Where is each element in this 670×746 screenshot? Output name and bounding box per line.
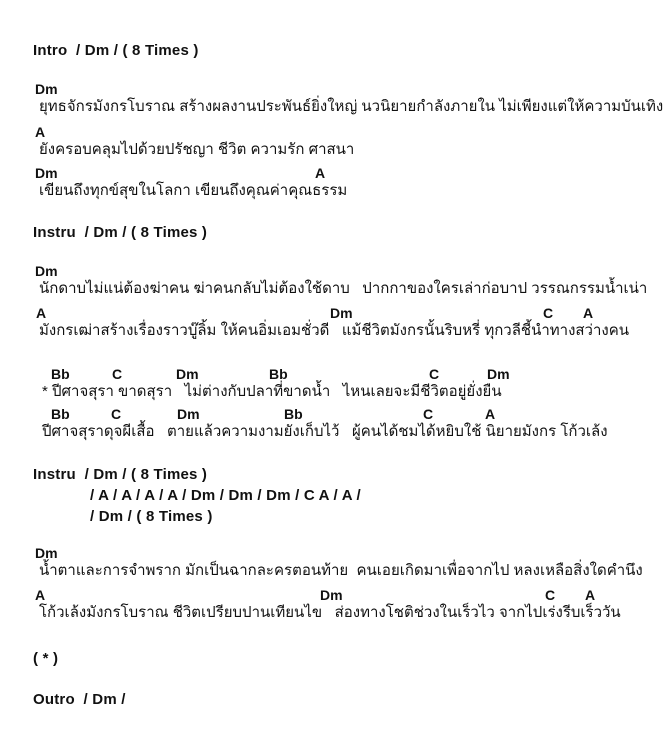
chord: C <box>112 366 123 382</box>
chord: C <box>429 366 440 382</box>
section-line: / Dm / ( 8 Times ) <box>90 508 213 525</box>
lyric-line: เขียนถึงทุกข์สุขในโลกา เขียนถึงคุณค่าคุณธรรม <box>39 182 348 199</box>
chord-line <box>0 404 670 424</box>
lyric-line: ปีศาจสุราดุจผีเสื้อ ตายแล้วความงามยังเก็บไว้ ผู้คนได้ชมได้หยิบใช้ นิยายมังกร โก้วเล้ง <box>42 423 608 440</box>
chord: Bb <box>51 366 70 382</box>
chord: Bb <box>269 366 288 382</box>
chord: A <box>485 406 496 422</box>
section-line: Instru / Dm / ( 8 Times ) <box>33 466 208 483</box>
lyric-line: มังกรเฒ่าสร้างเรื่องราวบู๊ลิ้ม ให้คนอิ่มเอมชั่วดี แม้ชีวิตมังกรนั้นริบหรี่ ทุกวลีชี้นำทางสว่างคน <box>39 322 630 339</box>
chord-line <box>0 79 670 99</box>
chord-line <box>0 261 670 281</box>
lyric-line: * ปีศาจสุรา ขาดสุรา ไม่ต่างกับปลาที่ขาดน้ำ ไหนเลยจะมีชีวิตอยู่ยั่งยืน <box>42 383 502 400</box>
chord-line <box>0 303 670 323</box>
chord: C <box>111 406 122 422</box>
chord: Bb <box>51 406 70 422</box>
lyric-line: ยุทธจักรมังกรโบราณ สร้างผลงานประพันธ์ยิ่งใหญ่ นวนิยายกำลังภายใน ไม่เพียงแต่ให้ความบันเทิง <box>39 98 664 115</box>
lyric-line: โก้วเล้งมังกรโบราณ ชีวิตเปรียบปานเทียนไข ส่องทางโชติช่วงในเร็วไว จากไปเร่งรีบเร็ววัน <box>39 604 621 621</box>
section-line: Outro / Dm / <box>33 691 126 708</box>
chord: Dm <box>330 305 353 321</box>
chord-line <box>0 585 670 605</box>
chord-line <box>0 364 670 384</box>
chord: C <box>423 406 434 422</box>
chord: Dm <box>35 81 58 97</box>
lyric-line: ยังครอบคลุมไปด้วยปรัชญา ชีวิต ความรัก ศาสนา <box>39 141 355 158</box>
chord: Dm <box>35 545 58 561</box>
chord: C <box>543 305 554 321</box>
chord-line <box>0 163 670 183</box>
chord: A <box>35 124 46 140</box>
section-line: Intro / Dm / ( 8 Times ) <box>33 42 199 59</box>
chord: Dm <box>176 366 199 382</box>
lyric-line: น้ำตาและการจำพราก มักเป็นฉากละครตอนท้าย คนเอยเกิดมาเพื่อจากไป หลงเหลือสิ่งใดคำนึง <box>39 562 643 579</box>
chord: A <box>585 587 596 603</box>
chord: A <box>583 305 594 321</box>
chord-line <box>0 543 670 563</box>
chord: C <box>545 587 556 603</box>
chord: Dm <box>320 587 343 603</box>
section-line: Instru / Dm / ( 8 Times ) <box>33 224 208 241</box>
chord: Dm <box>35 263 58 279</box>
chord: Dm <box>177 406 200 422</box>
chord: A <box>36 305 47 321</box>
section-line: ( * ) <box>33 650 59 667</box>
lyric-line: นักดาบไม่แน่ต้องฆ่าคน ฆ่าคนกลับไม่ต้องใช้ดาบ ปากกาของใครเล่าก่อบาป วรรณกรรมน้ำเน่า <box>39 280 648 297</box>
chord: A <box>315 165 326 181</box>
chord: Dm <box>487 366 510 382</box>
chord: Bb <box>284 406 303 422</box>
chord-line <box>0 122 670 142</box>
chord: A <box>35 587 46 603</box>
chord: Dm <box>35 165 58 181</box>
section-line: / A / A / A / A / Dm / Dm / Dm / C A / A / <box>90 487 361 504</box>
